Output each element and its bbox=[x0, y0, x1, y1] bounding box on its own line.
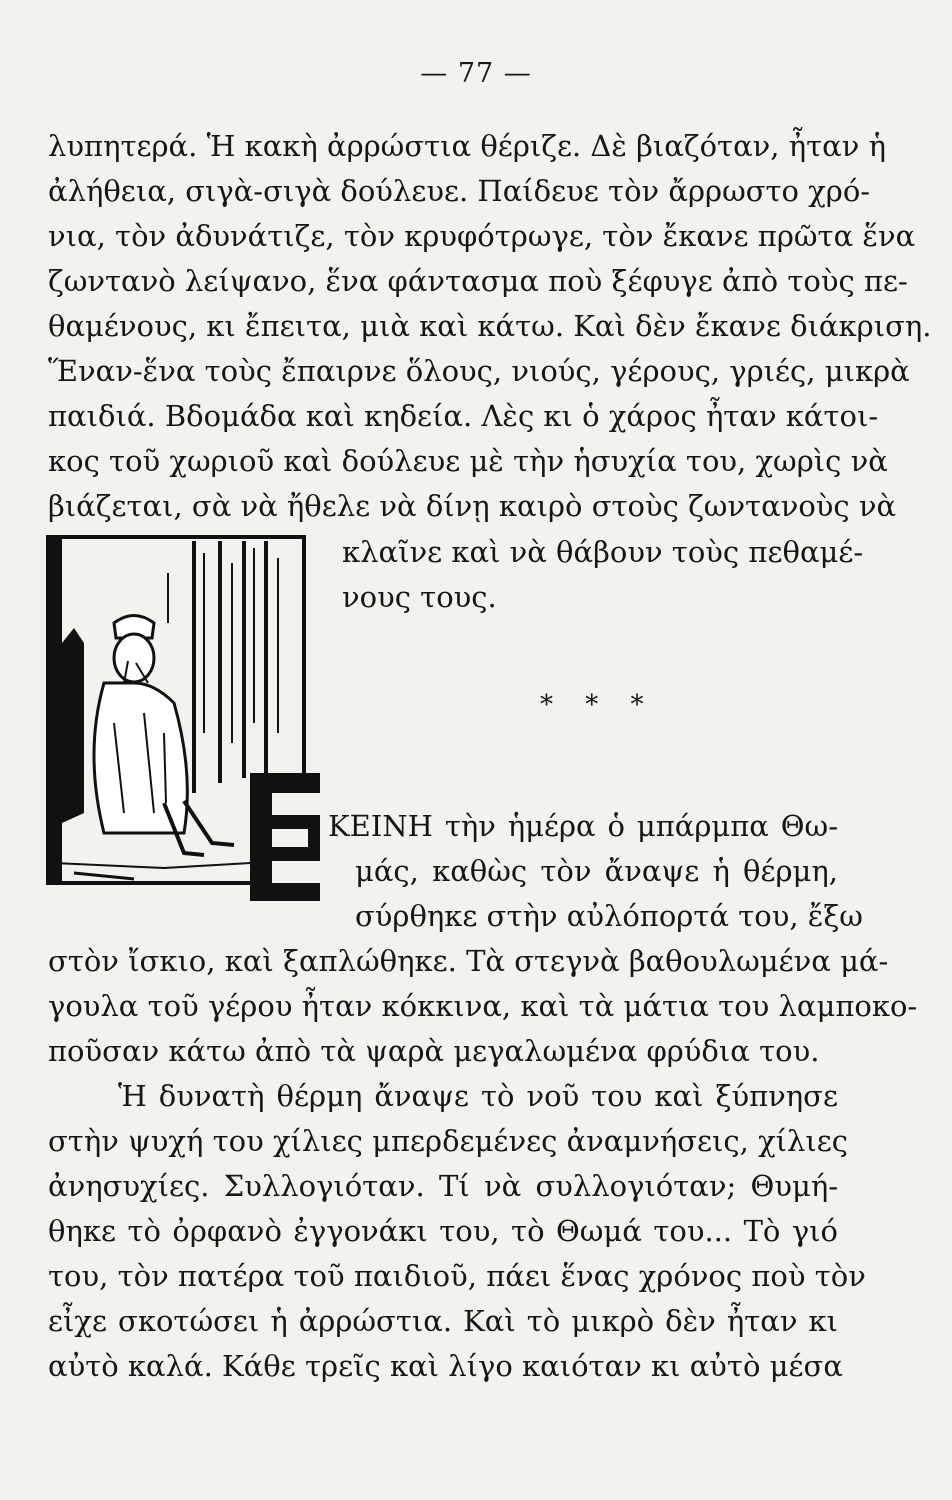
text-line: ΚΕΙΝΗ τὴν ἡμέρα ὁ μπάρμπα Θω- bbox=[328, 809, 838, 843]
text-line: θηκε τὸ ὀρφανὸ ἐγγονάκι του, τὸ Θωμά του... Τὸ γιό bbox=[48, 1214, 838, 1248]
text-line: γουλα τοῦ γέρου ἦταν κόκκινα, καὶ τὰ μάτια του λαμποκο- bbox=[48, 989, 918, 1023]
text-line: εἶχε σκοτώσει ἡ ἀρρώστια. Καὶ τὸ μικρὸ δὲν ἦταν κι bbox=[48, 1304, 838, 1338]
text-line: λυπητερά. Ἡ κακὴ ἀρρώστια θέριζε. Δὲ βιαζόταν, ἦταν ἡ bbox=[48, 129, 886, 163]
text-line: σύρθηκε στὴν αὐλόπορτά του, ἔξω bbox=[355, 899, 863, 933]
text-line: κος τοῦ χωριοῦ καὶ δούλευε μὲ τὴν ἡσυχία του, χωρὶς νὰ bbox=[48, 444, 888, 478]
text-line: του, τὸν πατέρα τοῦ παιδιοῦ, πάει ἕνας χρόνος ποὺ τὸν bbox=[48, 1259, 866, 1293]
text-line: Ἡ δυνατὴ θέρμη ἄναψε τὸ νοῦ του καὶ ξύπνησε bbox=[118, 1079, 838, 1113]
text-line: βιάζεται, σὰ νὰ ἤθελε νὰ δίνῃ καιρὸ στοὺς ζωντανοὺς νὰ bbox=[48, 489, 897, 523]
text-line: αὐτὸ καλά. Κάθε τρεῖς καὶ λίγο καιόταν κι αὐτὸ μέσα bbox=[48, 1349, 843, 1383]
text-line: κλαῖνε καὶ νὰ θάβουν τοὺς πεθαμέ- bbox=[342, 535, 864, 569]
text-line: ἀλήθεια, σιγὰ-σιγὰ δούλευε. Παίδευε τὸν ἄρρωστο χρό- bbox=[48, 174, 871, 208]
text-line: στὴν ψυχή του χίλιες μπερδεμένες ἀναμνήσεις, χίλιες bbox=[48, 1124, 849, 1158]
text-line: νους τους. bbox=[342, 580, 497, 614]
text-line: θαμένους, κι ἔπειτα, μιὰ καὶ κάτω. Καὶ δὲν ἔκανε διάκριση. bbox=[48, 309, 932, 343]
text-line: παιδιά. Βδομάδα καὶ κηδεία. Λὲς κι ὁ χάρος ἦταν κάτοι- bbox=[48, 399, 879, 433]
page-number: — 77 — bbox=[420, 58, 532, 89]
text-line: μάς, καθὼς τὸν ἄναψε ἡ θέρμη, bbox=[355, 854, 838, 888]
text-line: Ἕναν-ἕνα τοὺς ἔπαιρνε ὅλους, νιούς, γέρους, γριές, μικρὰ bbox=[48, 354, 910, 388]
text-line: ἀνησυχίες. Συλλογιόταν. Τί νὰ συλλογιόταν; Θυμή- bbox=[48, 1169, 838, 1203]
text-line: νια, τὸν ἀδυνάτιζε, τὸν κρυφότρωγε, τὸν ἔκανε πρῶτα ἕνα bbox=[48, 219, 916, 253]
text-line: ποῦσαν κάτω ἀπὸ τὰ ψαρὰ μεγαλωμένα φρύδια του. bbox=[48, 1034, 820, 1068]
drop-cap bbox=[250, 773, 320, 901]
section-separator: * * * bbox=[540, 690, 656, 720]
text-line: στὸν ἴσκιο, καὶ ξαπλώθηκε. Τὰ στεγνὰ βαθουλωμένα μά- bbox=[48, 944, 889, 978]
text-line: ζωντανὸ λείψανο, ἕνα φάντασμα ποὺ ξέφυγε ἀπὸ τοὺς πε- bbox=[48, 264, 908, 298]
